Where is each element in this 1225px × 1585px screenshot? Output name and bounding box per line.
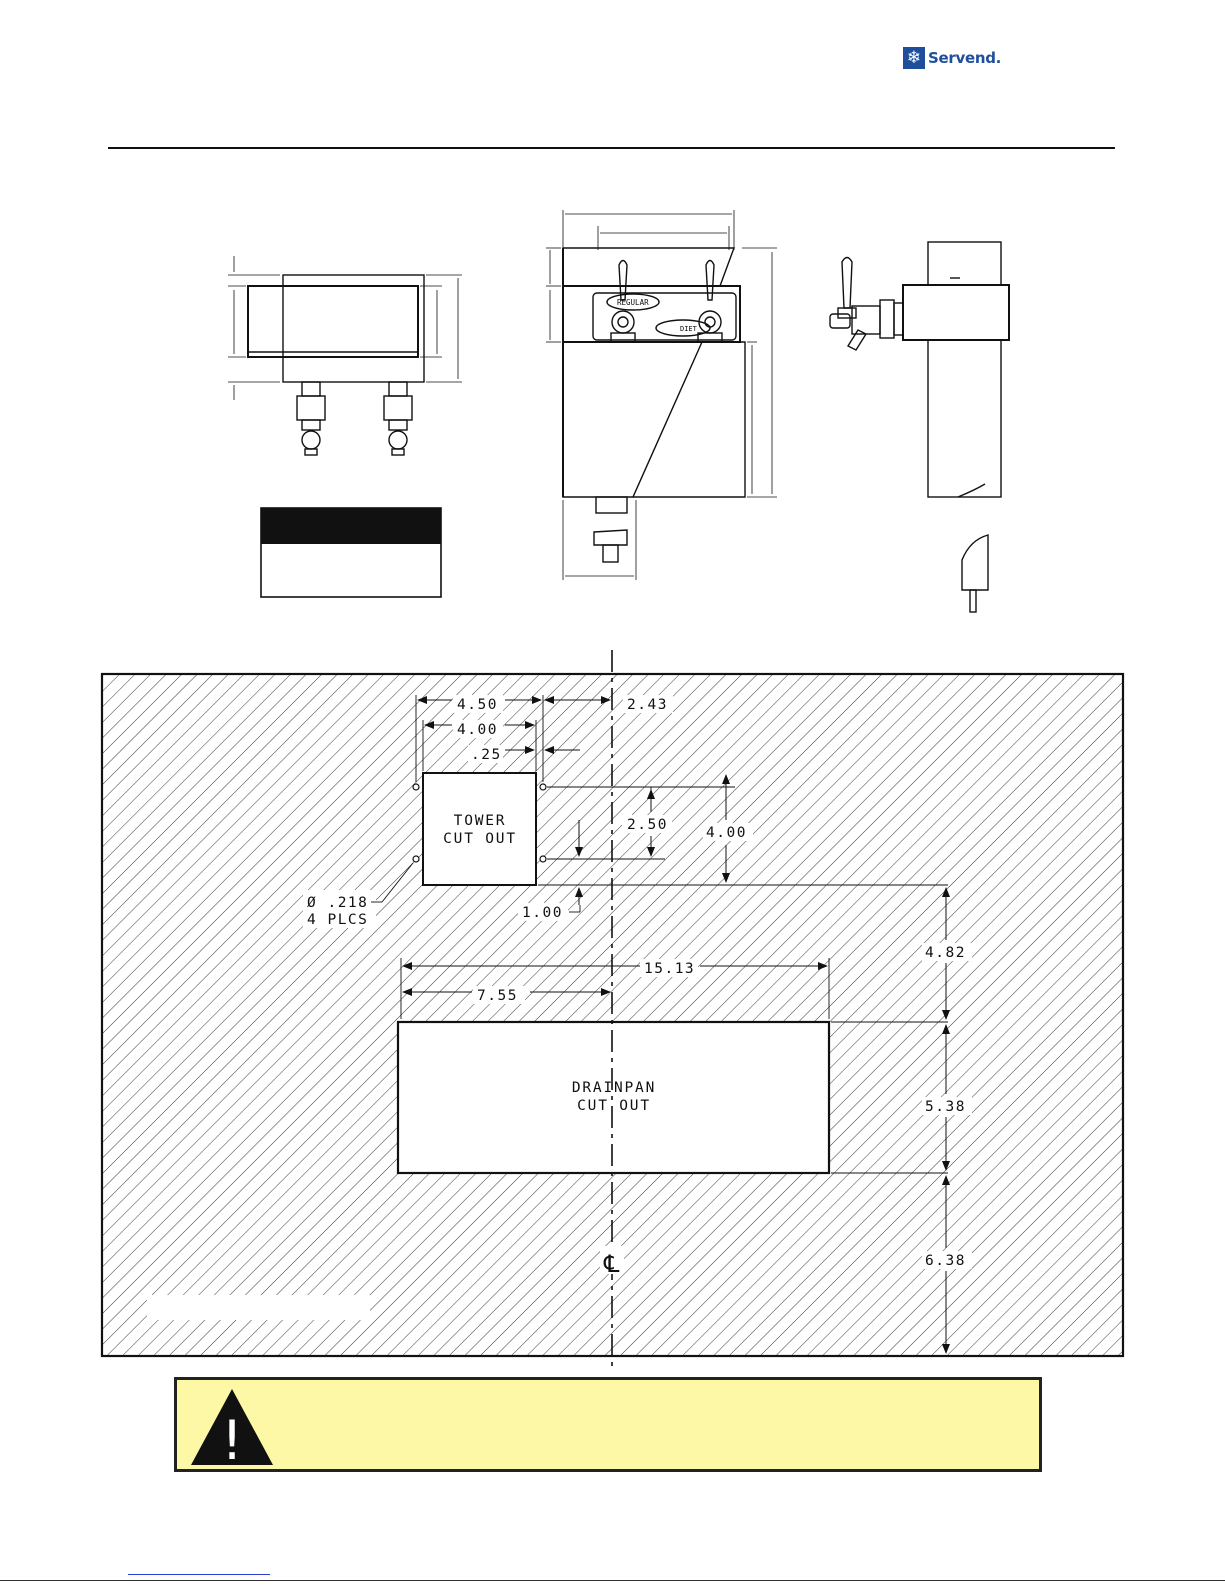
dim-2-50: 2.50 [627, 817, 668, 833]
warning-triangle-icon [187, 1383, 277, 1471]
warning-exclamation: ! [215, 1409, 249, 1471]
front-view-drawing [546, 210, 777, 580]
tower-label-line-1: TOWER [453, 813, 507, 829]
footer-link-underline[interactable] [128, 1574, 270, 1575]
drainpan-label-line-2: CUT OUT [577, 1098, 651, 1114]
cutout-template [102, 650, 1123, 1366]
dim-4-50: 4.50 [457, 697, 498, 713]
dim-4-82: 4.82 [925, 945, 966, 961]
dim-5-38: 5.38 [925, 1099, 966, 1115]
brand-name: Servend. [928, 49, 1002, 67]
drainpan-label-line-1: DRAINPAN [571, 1080, 657, 1096]
tower-label-line-2: CUT OUT [443, 831, 517, 847]
faucet-labels [617, 298, 698, 333]
dim-4-00-height: 4.00 [706, 825, 747, 841]
snowflake-icon: ❄ [903, 47, 925, 69]
footer-divider [0, 1580, 1225, 1581]
side-view-drawing [830, 242, 1009, 612]
hole-diameter: Ø .218 [307, 895, 369, 911]
dim-0-25: .25 [471, 747, 502, 763]
spec-table [261, 508, 441, 597]
diet-valve-label: DIET [680, 325, 697, 333]
top-view-drawing [228, 256, 462, 455]
dim-4-00-width: 4.00 [457, 722, 498, 738]
dim-7-55: 7.55 [477, 988, 518, 1004]
hole-count: 4 PLCS [307, 912, 369, 928]
centerline-symbol: ℄ [604, 1250, 620, 1278]
dim-6-38: 6.38 [925, 1253, 966, 1269]
warning-box [174, 1377, 1042, 1472]
regular-valve-label: REGULAR [617, 298, 649, 307]
dim-15-13: 15.13 [644, 961, 696, 977]
dim-1-00: 1.00 [522, 905, 563, 921]
dim-2-43: 2.43 [627, 697, 668, 713]
